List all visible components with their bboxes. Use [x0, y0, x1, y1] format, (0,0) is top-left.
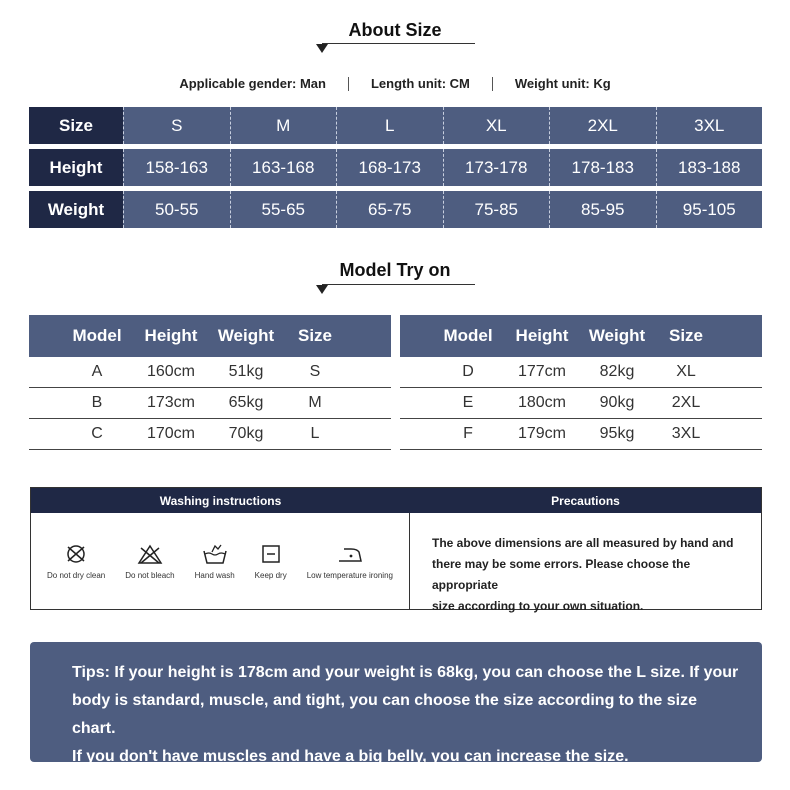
precautions-line: The above dimensions are all measured by hand and: [432, 536, 734, 550]
weight-cell: 95-105: [656, 191, 763, 228]
height-cell: 168-173: [336, 149, 443, 186]
weight-cell: 51kg: [228, 363, 264, 380]
care-body: [31, 513, 761, 613]
precautions-text: [410, 513, 761, 613]
size-cell: L: [310, 425, 320, 442]
care-header: [31, 488, 761, 513]
precautions-title: Precautions: [551, 493, 620, 508]
washing-icons: [31, 513, 410, 609]
weight-cell: 65kg: [228, 394, 264, 411]
model-try-on-title: Model Try on: [339, 260, 451, 280]
size-cell: 3XL: [656, 107, 763, 144]
model-cell: A: [91, 363, 103, 380]
header-size: Size: [668, 326, 704, 345]
model-try-on-arrow-icon: [316, 285, 328, 294]
model-table-right: [400, 315, 762, 450]
table-row: [29, 357, 391, 388]
height-cell: 183-188: [656, 149, 763, 186]
weight-cell: 75-85: [443, 191, 550, 228]
weight-cell: 65-75: [336, 191, 443, 228]
hand-wash-icon: [202, 543, 228, 565]
no-dry-clean-icon: [63, 543, 89, 565]
care-item-label: Low temperature ironing: [306, 570, 393, 580]
weight-cell: 90kg: [599, 394, 635, 411]
about-size-title: About Size: [348, 20, 442, 40]
size-row: [29, 107, 762, 144]
height-cell: 177cm: [517, 363, 567, 380]
model-try-on-underline: [322, 284, 475, 285]
model-table-left: [29, 315, 391, 450]
care-item: [255, 543, 287, 580]
precautions-line: size according to your own situation.: [432, 599, 644, 613]
length-unit-label: Length unit: CM: [370, 76, 470, 91]
size-meta-row: [0, 76, 790, 91]
tips-line: body is standard, muscle, and tight, you can choose the size according to the size chart.: [72, 692, 698, 737]
weight-cell: 95kg: [599, 425, 635, 442]
tips-box: [30, 642, 762, 765]
care-box: [30, 487, 762, 613]
header-weight: Weight: [217, 326, 275, 345]
height-cell: 160cm: [146, 363, 196, 380]
weight-cell: 50-55: [123, 191, 230, 228]
size-cell: 2XL: [671, 394, 701, 411]
care-item: [195, 543, 235, 580]
model-cell: B: [91, 394, 103, 411]
weight-cell: 82kg: [599, 363, 635, 380]
model-table-header: [29, 315, 391, 357]
size-cell: M: [230, 107, 337, 144]
header-model: Model: [72, 326, 122, 345]
care-item: [307, 543, 393, 580]
model-table-header: [400, 315, 762, 357]
about-size-arrow-icon: [316, 44, 328, 53]
model-cell: F: [463, 425, 473, 442]
table-row: [29, 419, 391, 450]
weight-cell: 85-95: [549, 191, 656, 228]
height-cell: 170cm: [146, 425, 196, 442]
header-model: Model: [443, 326, 493, 345]
size-cell: L: [336, 107, 443, 144]
size-cell: XL: [443, 107, 550, 144]
care-item-label: Keep dry: [254, 570, 287, 580]
size-cell: M: [308, 394, 322, 411]
care-item-label: Hand wash: [194, 570, 235, 580]
header-height: Height: [144, 326, 198, 345]
weight-row: [29, 191, 762, 228]
height-cell: 173cm: [146, 394, 196, 411]
size-cell: S: [123, 107, 230, 144]
table-row: [29, 388, 391, 419]
height-cell: 179cm: [517, 425, 567, 442]
table-row: [400, 388, 762, 419]
size-chart: [29, 107, 762, 233]
height-cell: 163-168: [230, 149, 337, 186]
gender-label: Applicable gender: Man: [179, 76, 326, 91]
height-cell: 173-178: [443, 149, 550, 186]
height-cell: 178-183: [549, 149, 656, 186]
size-cell: 3XL: [671, 425, 701, 442]
model-cell: E: [462, 394, 474, 411]
header-height: Height: [515, 326, 569, 345]
height-cell: 158-163: [123, 149, 230, 186]
weight-cell: 55-65: [230, 191, 337, 228]
weight-unit-label: Weight unit: Kg: [514, 76, 611, 91]
model-cell: C: [91, 425, 103, 442]
tips-line: Tips: If your height is 178cm and your weight is 68kg, you can choose the L size. If your: [72, 664, 739, 681]
size-cell: XL: [676, 363, 696, 380]
care-item-label: Do not bleach: [125, 570, 175, 580]
size-cell: 2XL: [549, 107, 656, 144]
size-row-label: Size: [29, 107, 123, 144]
height-cell: 180cm: [517, 394, 567, 411]
no-bleach-icon: [137, 543, 163, 565]
table-row: [400, 419, 762, 450]
precautions-line: there may be some errors. Please choose the appropriate: [432, 557, 691, 592]
model-cell: D: [462, 363, 474, 380]
keep-dry-icon: [258, 543, 284, 565]
size-cell: S: [309, 363, 321, 380]
washing-instructions-title: Washing instructions: [159, 493, 282, 508]
low-temp-iron-icon: [337, 543, 363, 565]
about-size-underline: [322, 43, 475, 44]
height-row-label: Height: [29, 149, 123, 186]
weight-cell: 70kg: [228, 425, 264, 442]
height-row: [29, 149, 762, 186]
care-item: [47, 543, 105, 580]
care-item: [125, 543, 174, 580]
care-item-label: Do not dry clean: [47, 570, 106, 580]
header-size: Size: [297, 326, 333, 345]
table-row: [400, 357, 762, 388]
tips-line: If you don't have muscles and have a big belly, you can increase the size.: [72, 748, 629, 765]
header-weight: Weight: [588, 326, 646, 345]
weight-row-label: Weight: [29, 191, 123, 228]
